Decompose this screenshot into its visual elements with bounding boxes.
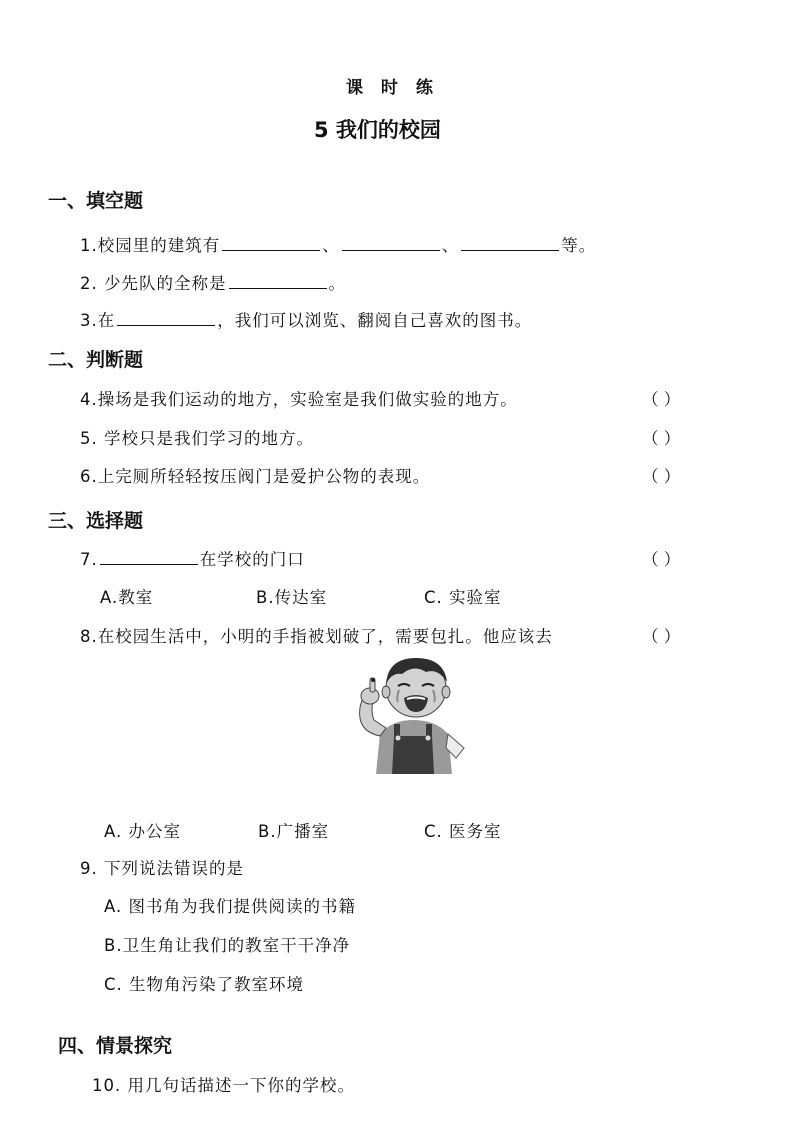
answer-parentheses: （ ） xyxy=(642,467,681,486)
option-9a: A. 图书角为我们提供阅读的书籍 xyxy=(104,897,356,916)
section-explore-heading: 四、情景探究 xyxy=(58,1035,173,1057)
question-5: 5. 学校只是我们学习的地方。 xyxy=(80,429,314,448)
option-8c: C. 医务室 xyxy=(424,822,502,841)
question-10: 10. 用几句话描述一下你的学校。 xyxy=(92,1076,355,1095)
blank-line xyxy=(342,234,440,251)
option-8a: A. 办公室 xyxy=(104,822,181,841)
page-title: 5 我们的校园 xyxy=(314,118,441,142)
question-1-text: 1.校园里的建筑有 xyxy=(80,236,221,255)
question-6: 6.上完厕所轻轻按压阀门是爱护公物的表现。 xyxy=(80,467,431,486)
blank-line xyxy=(222,234,320,251)
blank-line xyxy=(461,234,559,251)
question-3-end: ，我们可以浏览、翻阅自己喜欢的图书。 xyxy=(217,311,533,330)
crying-boy-illustration xyxy=(352,652,474,774)
separator: 、 xyxy=(441,236,460,255)
option-7c: C. 实验室 xyxy=(424,588,502,607)
section-choice-heading: 三、选择题 xyxy=(48,510,144,532)
question-7 xyxy=(80,546,305,570)
option-8b: B.广播室 xyxy=(258,822,330,841)
blank-line xyxy=(229,272,327,289)
question-9: 9. 下列说法错误的是 xyxy=(80,859,244,878)
answer-parentheses: （ ） xyxy=(642,390,681,409)
answer-parentheses: （ ） xyxy=(642,429,681,448)
header-subtitle: 课 时 练 xyxy=(346,78,439,98)
question-4: 4.操场是我们运动的地方，实验室是我们做实验的地方。 xyxy=(80,390,518,409)
answer-parentheses: （ ） xyxy=(642,550,681,569)
question-8: 8.在校园生活中，小明的手指被划破了，需要包扎。他应该去 xyxy=(80,627,553,646)
option-7b: B.传达室 xyxy=(256,588,328,607)
answer-parentheses: （ ） xyxy=(642,627,681,646)
blank-line xyxy=(117,309,215,326)
question-2-text: 2. 少先队的全称是 xyxy=(80,274,227,293)
question-2 xyxy=(80,270,346,294)
option-9c: C. 生物角污染了教室环境 xyxy=(104,975,305,994)
question-3-text: 3.在 xyxy=(80,311,116,330)
option-9b: B.卫生角让我们的教室干干净净 xyxy=(104,936,351,955)
section-fill-blank-heading: 一、填空题 xyxy=(48,190,144,212)
question-7-text: 在学校的门口 xyxy=(199,550,305,569)
question-2-end: 。 xyxy=(328,274,346,293)
question-1-end: 等。 xyxy=(561,236,597,255)
question-1 xyxy=(80,232,596,256)
option-7a: A.教室 xyxy=(100,588,154,607)
blank-line xyxy=(100,548,198,565)
section-judge-heading: 二、判断题 xyxy=(48,349,144,371)
separator: 、 xyxy=(322,236,340,255)
question-7-number: 7. xyxy=(80,550,98,569)
question-3 xyxy=(80,307,532,331)
